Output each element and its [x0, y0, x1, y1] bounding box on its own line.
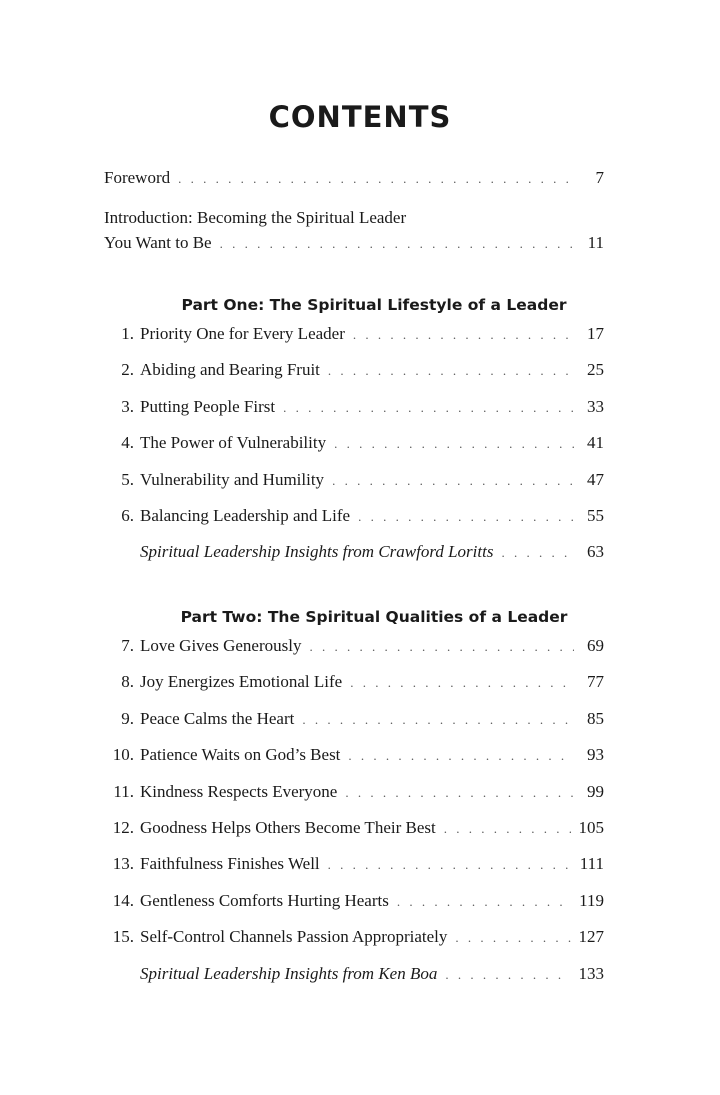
page-number: 119: [579, 890, 604, 910]
page-number: 105: [578, 817, 604, 837]
toc-chapter-entry[interactable]: [104, 360, 604, 396]
toc-chapter-entry[interactable]: [104, 891, 604, 927]
chapter-number: 10.: [112, 745, 134, 765]
entry-label: Abiding and Bearing Fruit: [140, 360, 320, 380]
dot-leader: [350, 675, 574, 691]
entry-label: You Want to Be: [104, 233, 212, 253]
page-number: 7: [595, 168, 604, 187]
dot-leader: [328, 363, 574, 379]
page-number: 63: [587, 542, 604, 562]
toc-chapter-entry[interactable]: [104, 782, 604, 818]
entry-label: Spiritual Leadership Insights from Ken Boa: [140, 963, 438, 983]
page-number: 85: [587, 708, 604, 728]
entry-label: Spiritual Leadership Insights from Crawford Loritts: [140, 542, 494, 562]
page-number: 99: [587, 781, 604, 801]
chapter-number: 15.: [112, 927, 134, 947]
chapter-number: 14.: [112, 890, 134, 910]
dot-leader: [309, 639, 574, 655]
toc-entry-introduction-cont[interactable]: [104, 233, 604, 269]
entry-label: Introduction: Becoming the Spiritual Leader: [104, 208, 407, 228]
entry-label: Kindness Respects Everyone: [140, 781, 338, 801]
chapter-number: 2.: [121, 360, 134, 380]
part-heading: Part One: The Spiritual Lifestyle of a Leader: [181, 296, 567, 314]
chapter-number: 4.: [121, 433, 134, 453]
entry-label: Goodness Helps Others Become Their Best: [140, 817, 436, 837]
dot-leader: [397, 894, 571, 910]
dot-leader: [345, 785, 574, 801]
page-title: CONTENTS: [268, 100, 452, 134]
dot-leader: [302, 712, 574, 728]
entry-label: Peace Calms the Heart: [140, 708, 295, 728]
chapter-number: 7.: [121, 636, 134, 655]
toc-chapter-entry[interactable]: [104, 745, 604, 781]
dot-leader: [334, 436, 574, 452]
entry-label: Gentleness Comforts Hurting Hearts: [140, 890, 389, 910]
toc-part-two: [104, 598, 604, 1000]
dot-leader: [455, 930, 570, 946]
page-number: 25: [587, 360, 604, 380]
dot-leader: [348, 748, 574, 764]
page-number: 47: [587, 469, 604, 489]
entry-label: Joy Energizes Emotional Life: [140, 672, 343, 692]
toc-chapter-entry[interactable]: [104, 818, 604, 854]
toc-chapter-entry[interactable]: [104, 433, 604, 469]
chapter-number: 5.: [121, 469, 134, 489]
dot-leader: [283, 400, 574, 416]
toc-chapter-entry[interactable]: [104, 324, 604, 360]
toc-chapter-entry[interactable]: [104, 636, 604, 672]
dot-leader: [353, 327, 574, 343]
entry-label: The Power of Vulnerability: [140, 433, 327, 453]
toc-entry-foreword[interactable]: [104, 168, 604, 204]
toc-chapter-entry[interactable]: [104, 672, 604, 708]
toc-chapter-entry[interactable]: [104, 854, 604, 890]
page-number: 55: [587, 505, 604, 525]
toc-entry-introduction[interactable]: [104, 208, 604, 233]
dot-leader: [358, 509, 574, 525]
entry-label: Foreword: [104, 168, 171, 187]
chapter-number: 6.: [121, 505, 134, 525]
page-number: 77: [587, 672, 604, 692]
chapter-number: 13.: [112, 854, 134, 874]
toc-chapter-entry[interactable]: [104, 470, 604, 506]
page-number: 11: [587, 233, 604, 253]
entry-label: Self-Control Channels Passion Appropriately: [140, 927, 448, 947]
chapter-number: 9.: [121, 708, 134, 728]
entry-label: Putting People First: [140, 396, 276, 416]
toc-insight-entry[interactable]: [104, 542, 604, 578]
page-number: 111: [579, 854, 604, 874]
dot-leader: [328, 857, 572, 873]
page-number: 69: [587, 636, 604, 655]
entry-label: Faithfulness Finishes Well: [140, 854, 320, 874]
toc-chapter-entry[interactable]: [104, 709, 604, 745]
chapter-number: 12.: [112, 817, 134, 837]
page-number: 93: [587, 745, 604, 765]
entry-label: Vulnerability and Humility: [140, 469, 325, 489]
page-number: 133: [578, 963, 604, 983]
page-number: 33: [587, 396, 604, 416]
dot-leader: [332, 473, 574, 489]
page-number: 17: [587, 324, 604, 343]
entry-label: Patience Waits on God’s Best: [140, 745, 341, 765]
toc-part-one: [104, 286, 604, 579]
dot-leader: [444, 821, 571, 837]
chapter-number: 1.: [121, 324, 134, 343]
page-number: 127: [578, 927, 604, 947]
chapter-number: 11.: [113, 781, 134, 801]
entry-label: Priority One for Every Leader: [140, 324, 345, 343]
page-number: 41: [587, 433, 604, 453]
toc-chapter-entry[interactable]: [104, 927, 604, 963]
dot-leader: [445, 967, 570, 983]
entry-label: Balancing Leadership and Life: [140, 505, 351, 525]
dot-leader: [220, 236, 574, 252]
toc-chapter-entry[interactable]: [104, 397, 604, 433]
part-heading: Part Two: The Spiritual Qualities of a Leader: [180, 608, 568, 626]
toc-chapter-entry[interactable]: [104, 506, 604, 542]
toc-insight-entry[interactable]: [104, 964, 604, 1000]
dot-leader: [178, 171, 574, 187]
chapter-number: 3.: [121, 396, 134, 416]
chapter-number: 8.: [121, 672, 134, 692]
entry-label: Love Gives Generously: [140, 636, 302, 655]
dot-leader: [501, 545, 574, 561]
toc-front-matter: [104, 168, 604, 270]
